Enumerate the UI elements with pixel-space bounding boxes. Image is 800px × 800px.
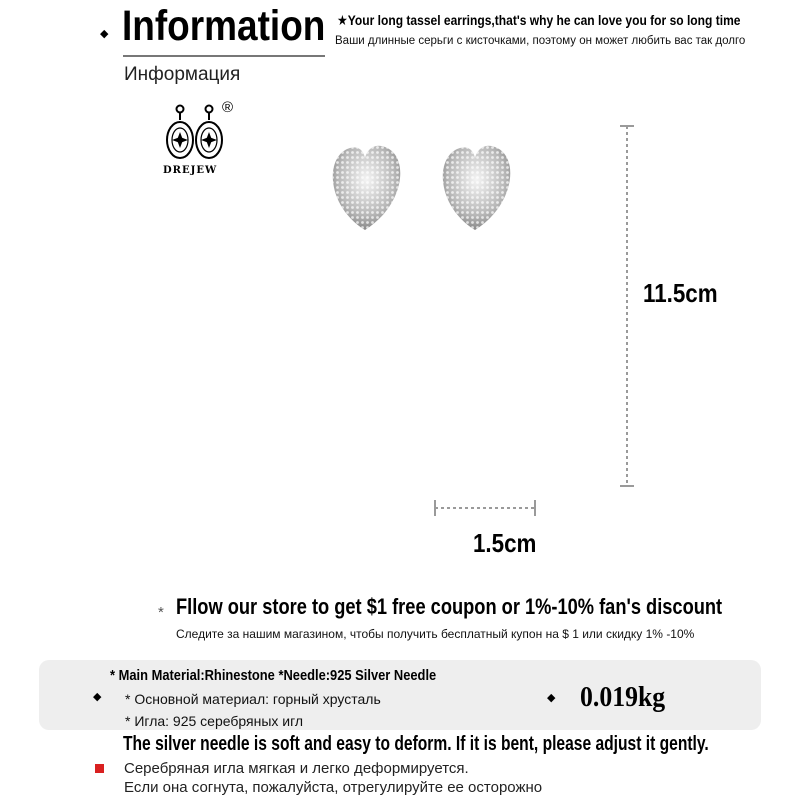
bullet-diamond: ◆ bbox=[93, 691, 102, 703]
registered-mark: ® bbox=[222, 99, 234, 116]
title-divider bbox=[123, 55, 325, 57]
tagline-ru: Ваши длинные серьги с кисточками, поэтому он может любить вас так долго bbox=[335, 35, 746, 47]
earring-image bbox=[320, 120, 520, 480]
tagline-en: ★Your long tassel earrings,that's why he can love you for so long time bbox=[337, 12, 741, 28]
page-title-ru: Информация bbox=[124, 64, 241, 85]
warning-text-en: The silver needle is soft and easy to deform. If it is bent, please adjust it gently. bbox=[123, 733, 709, 755]
promo-marker: * bbox=[158, 604, 164, 621]
warning-text-ru-2: Если она согнута, пожалуйста, отрегулируйте ее осторожно bbox=[124, 779, 543, 796]
weight-value: 0.019kg bbox=[580, 682, 666, 713]
bullet-square-red bbox=[95, 764, 104, 773]
height-dimension-line bbox=[612, 120, 642, 490]
bullet-diamond: ◆ bbox=[100, 28, 109, 40]
promo-text-ru: Следите за нашим магазином, чтобы получить бесплатный купон на $ 1 или скидку 1% -10% bbox=[176, 627, 695, 641]
width-dimension-line bbox=[430, 496, 540, 520]
height-label: 11.5cm bbox=[643, 278, 718, 308]
promo-text-en: Fllow our store to get $1 free coupon or 1%-10% fan's discount bbox=[176, 594, 723, 619]
earring-right bbox=[443, 146, 510, 465]
width-label: 1.5cm bbox=[473, 528, 537, 558]
earring-left bbox=[333, 146, 400, 465]
spec-material-needle-en: * Main Material:Rhinestone *Needle:925 Silver Needle bbox=[110, 667, 437, 684]
spec-needle-ru: * Игла: 925 серебряных игл bbox=[125, 713, 304, 729]
page-title: Information bbox=[122, 2, 326, 50]
bullet-diamond: ◆ bbox=[547, 692, 556, 704]
warning-text-ru-1: Серебряная игла мягкая и легко деформируется. bbox=[124, 760, 469, 777]
spec-material-ru: * Основной материал: горный хрусталь bbox=[125, 691, 381, 707]
brand-name: DREJEW bbox=[163, 165, 218, 176]
